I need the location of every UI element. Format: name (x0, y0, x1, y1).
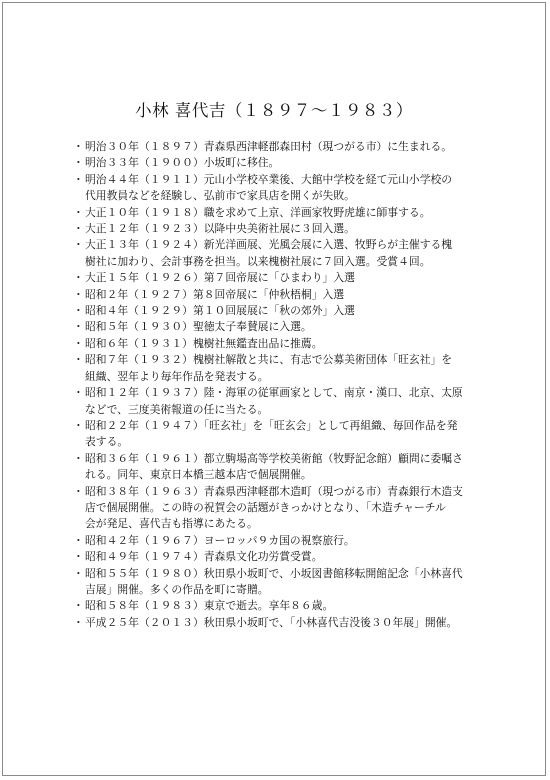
entry-text-line: 大正１３年（１９２４）新光洋画展、光風会展に入選、牧野らが主催する槐 (85, 238, 453, 252)
list-item (73, 484, 483, 533)
list-item (73, 533, 483, 549)
bullet-marker: ・ (73, 550, 84, 564)
bullet-marker: ・ (73, 599, 84, 613)
entry-text-line: 組織、翌年より毎年作品を発表する。 (85, 369, 269, 383)
entry-text-line: 昭和１２年（１９３７）陸・海軍の従軍画家として、南京・漢口、北京、太原 (85, 386, 463, 400)
entry-text-line: 昭和５年（１９３０）聖徳太子奉賛展に入選。 (85, 320, 312, 334)
bullet-marker: ・ (73, 156, 84, 170)
bullet-marker: ・ (73, 238, 84, 252)
list-item (73, 303, 483, 319)
entry-text-line: 平成２５年（２０１３）秋田県小坂町で、「小林喜代吉没後３０年展」開催。 (85, 615, 458, 629)
bullet-marker: ・ (73, 533, 84, 547)
list-item (73, 139, 483, 155)
entry-text-line: 昭和６年（１９３１）槐樹社無鑑査出品に推薦。 (85, 336, 323, 350)
list-item (73, 451, 483, 484)
entry-text-line: 昭和５５年（１９８０）秋田県小坂町で、小坂図書館移転開館記念「小林喜代 (85, 566, 463, 580)
entry-text-line: 樹社に加わり、会計事務を担当。以来槐樹社展に７回入選。受賞４回。 (85, 254, 431, 268)
entry-text-line: れる。同年、東京日本橋三越本店で個展開催。 (85, 468, 312, 482)
bullet-marker: ・ (73, 418, 84, 432)
list-item (73, 336, 483, 352)
bullet-marker: ・ (73, 484, 84, 498)
entry-text-line: 大正１２年（１９２３）以降中央美術社展に３回入選。 (85, 222, 355, 236)
entry-text-line: 表する。 (85, 435, 129, 449)
list-item (73, 237, 483, 270)
entry-text-line: 大正１５年（１９２６）第７回帝展に「ひまわり」入選 (85, 271, 355, 285)
entry-text-line: 吉展」開催。多くの作品を町に寄贈。 (85, 582, 269, 596)
entry-text-line: 会が発足、喜代吉も指導にあたる。 (85, 517, 258, 531)
list-item (73, 566, 483, 599)
bullet-marker: ・ (73, 140, 84, 153)
entry-text-line: 代用教員などを経験し、弘前市で家具店を開くが失敗。 (85, 189, 355, 203)
document-page (2, 2, 546, 776)
entry-text-line: 昭和４９年（１９７４）青森県文化功労賞受賞。 (85, 550, 323, 564)
bullet-marker: ・ (73, 222, 84, 236)
entry-text-line: 昭和５８年（１９８３）東京で逝去。享年８６歳。 (85, 599, 334, 613)
bullet-marker: ・ (73, 287, 84, 301)
list-item (73, 615, 483, 631)
bullet-marker: ・ (73, 304, 84, 318)
entry-text-line: 昭和７年（１９３２）槐樹社解散と共に、有志で公募美術団体「旺玄社」を (85, 353, 453, 367)
list-item (73, 221, 483, 237)
list-item (73, 270, 483, 286)
bullet-marker: ・ (73, 271, 84, 285)
bullet-marker: ・ (73, 353, 84, 367)
list-item (73, 549, 483, 565)
entry-text-line: 昭和３８年（１９６３）青森県西津軽郡木造町（現つがる市）青森銀行木造支 (85, 484, 463, 498)
bullet-marker: ・ (73, 320, 84, 334)
entry-text-line: 明治４４年（１９１１）元山小学校卒業後、大館中学校を経て元山小学校の (85, 172, 453, 186)
bullet-marker: ・ (73, 615, 84, 629)
bullet-marker: ・ (73, 451, 84, 465)
list-item (73, 155, 483, 171)
entry-text-line: 店で個展開催。この時の祝賀会の話題がきっかけとなり、「木造チャーチル (85, 500, 446, 514)
list-item (73, 172, 483, 205)
entry-text-line: 昭和４年（１９２９）第１０回展展に「秋の郊外」入選 (85, 304, 355, 318)
bullet-marker: ・ (73, 336, 84, 350)
biography-list (73, 139, 483, 631)
entry-text-line: 明治３３年（１９００）小坂町に移住。 (85, 156, 280, 170)
entry-text-line: 大正１０年（１９１８）職を求めて上京、洋画家牧野虎雄に師事する。 (85, 205, 431, 219)
list-item (73, 352, 483, 385)
list-item (73, 319, 483, 335)
list-item (73, 598, 483, 614)
entry-text-line: 明治３０年（１８９７）青森県西津軽郡森田村（現つがる市）に生まれる。 (85, 140, 453, 153)
bullet-marker: ・ (73, 566, 84, 580)
entry-text-line: 昭和２年（１９２７）第８回帝展に「仲秋梧桐」入選 (85, 287, 345, 301)
page-title: 小林 喜代吉（１８９７〜１９８３） (135, 101, 413, 120)
bullet-marker: ・ (73, 172, 84, 186)
bullet-marker: ・ (73, 386, 84, 400)
list-item (73, 385, 483, 418)
entry-text-line: 昭和３６年（１９６１）都立駒場高等学校美術館（牧野記念館）顧問に委嘱さ (85, 451, 463, 465)
list-item (73, 418, 483, 451)
entry-text-line: などで、三度美術報道の任に当たる。 (85, 402, 269, 416)
bullet-marker: ・ (73, 205, 84, 219)
entry-text-line: 昭和４２年（１９６７）ヨーロッパ９カ国の視察旅行。 (85, 533, 355, 547)
list-item (73, 205, 483, 221)
entry-text-line: 昭和２２年（１９４７）「旺玄社」を「旺玄会」として再組織、毎回作品を発 (85, 418, 458, 432)
list-item (73, 287, 483, 303)
